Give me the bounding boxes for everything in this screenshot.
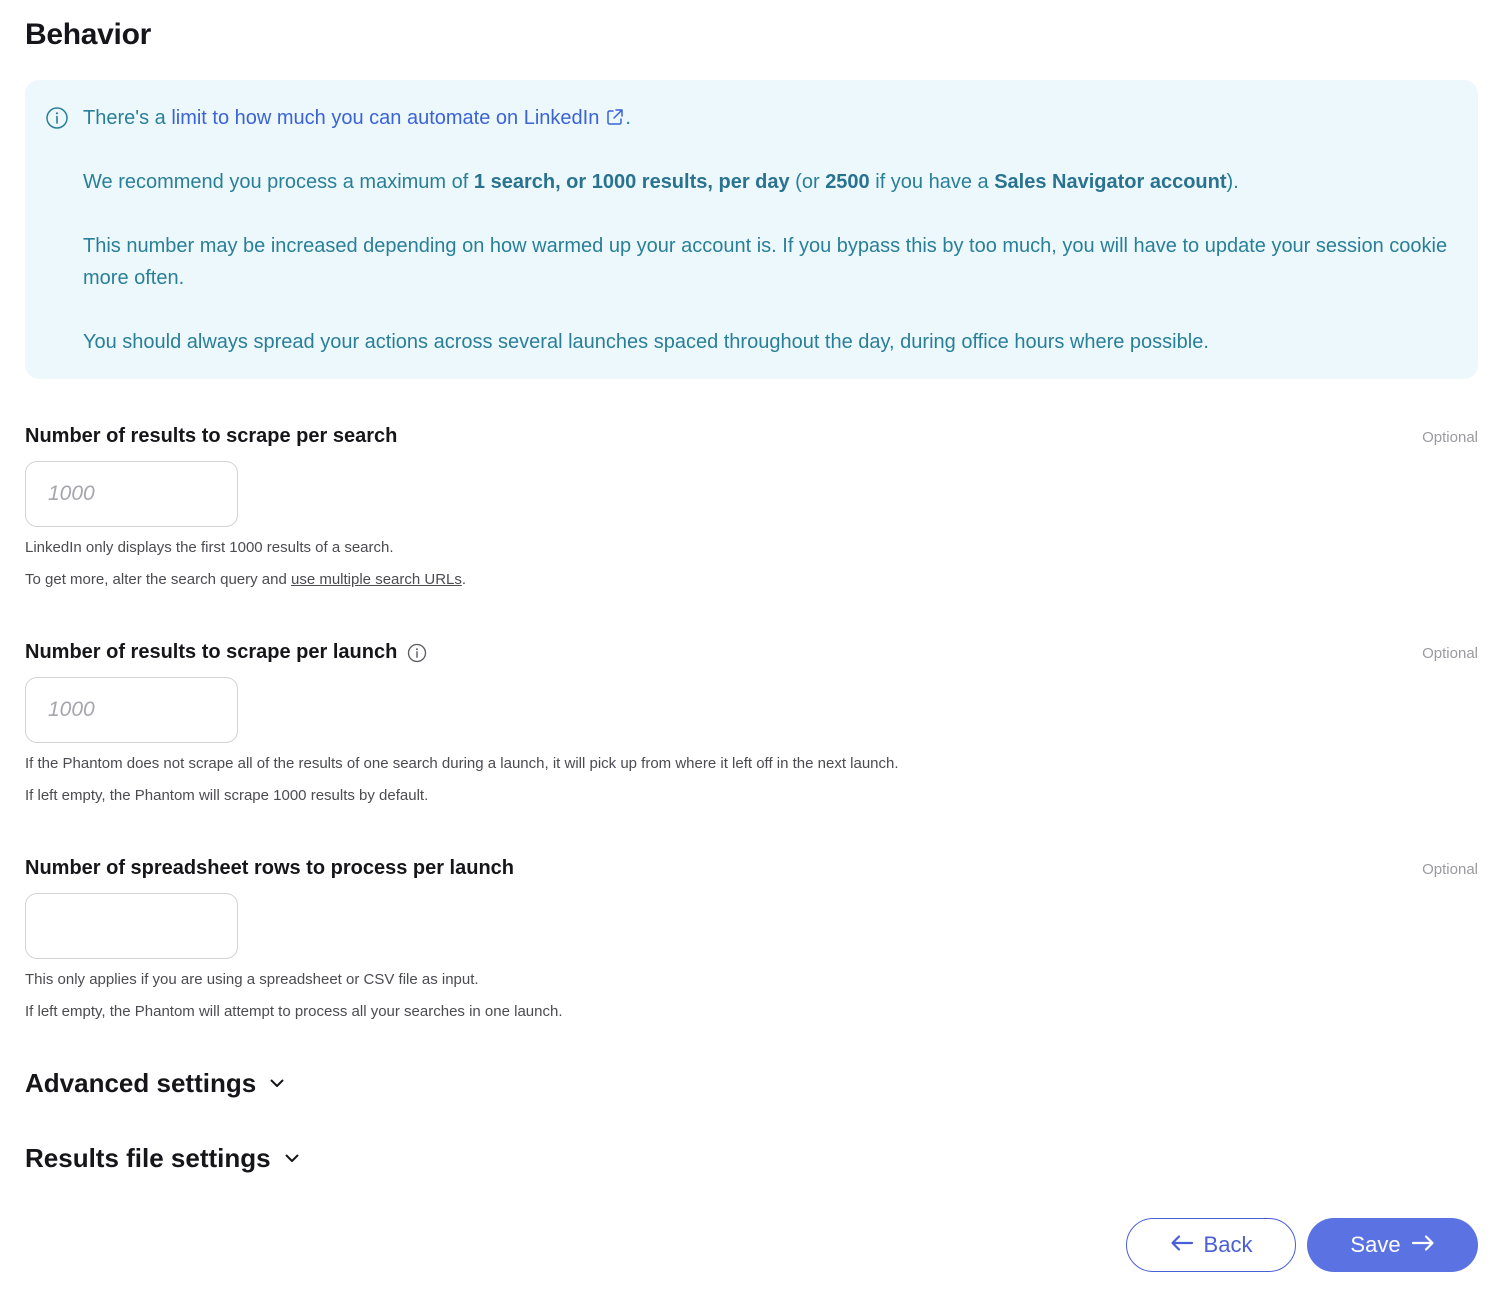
info-circle-icon[interactable] bbox=[407, 643, 427, 663]
info-recommend-sn-count: 2500 bbox=[825, 171, 870, 193]
field-label bbox=[25, 857, 514, 880]
optional-tag: Optional bbox=[1422, 645, 1478, 662]
results-file-settings-label: Results file settings bbox=[25, 1143, 271, 1173]
chevron-down-icon bbox=[268, 1068, 286, 1099]
linkedin-limit-info-box bbox=[25, 80, 1478, 379]
optional-tag: Optional bbox=[1422, 429, 1478, 446]
help-text: If the Phantom does not scrape all of the results of one search during a launch, it will pick up from where it left off in the next launch. bbox=[25, 755, 899, 772]
results-file-settings-toggle[interactable] bbox=[25, 1143, 301, 1174]
rows-per-launch-input[interactable] bbox=[25, 893, 238, 959]
info-line-warmup: This number may be increased depending on how warmed up your account is. If you bypass this by too much, you will have to update your session cookie more often. bbox=[83, 235, 1448, 289]
info-recommend-max: 1 search, or 1000 results, per day bbox=[473, 171, 790, 193]
advanced-settings-label: Advanced settings bbox=[25, 1068, 257, 1098]
advanced-settings-toggle[interactable] bbox=[25, 1068, 286, 1099]
info-line-limit bbox=[83, 102, 1458, 134]
back-button-label: Back bbox=[1203, 1232, 1253, 1257]
info-recommend-sn-account: Sales Navigator account bbox=[994, 171, 1227, 193]
back-button[interactable] bbox=[1126, 1218, 1296, 1272]
help-text-suffix: . bbox=[461, 571, 467, 588]
help-text-more: If left empty, the Phantom will scrape 1000 results by default. bbox=[25, 787, 429, 804]
page-title: Behavior bbox=[25, 18, 151, 51]
optional-tag: Optional bbox=[1422, 861, 1478, 878]
info-circle-icon bbox=[45, 106, 69, 130]
help-text-more bbox=[25, 571, 466, 588]
help-text: This only applies if you are using a spreadsheet or CSV file as input. bbox=[25, 971, 479, 988]
info-line-limit-suffix: . bbox=[625, 107, 631, 129]
info-recommend-g: ). bbox=[1226, 171, 1239, 193]
save-button[interactable] bbox=[1307, 1218, 1478, 1272]
external-link-icon bbox=[605, 105, 625, 125]
results-per-search-input[interactable] bbox=[25, 461, 238, 527]
field-label-text: Number of results to scrape per search bbox=[25, 425, 398, 447]
info-line-recommend bbox=[83, 166, 1458, 198]
field-label-text: Number of results to scrape per launch bbox=[25, 641, 398, 663]
linkedin-limits-link[interactable] bbox=[171, 107, 625, 129]
info-line-spread: You should always spread your actions across several launches spaced throughout the day, during office hours where possible. bbox=[83, 331, 1209, 353]
arrow-left-icon bbox=[1170, 1232, 1194, 1258]
multiple-search-urls-link[interactable]: use multiple search URLs bbox=[290, 571, 462, 588]
help-text-more: If left empty, the Phantom will attempt to process all your searches in one launch. bbox=[25, 1003, 563, 1020]
field-label bbox=[25, 641, 427, 664]
field-label bbox=[25, 425, 397, 448]
arrow-right-icon bbox=[1411, 1232, 1435, 1258]
help-text-prefix: To get more, alter the search query and bbox=[25, 571, 291, 588]
info-recommend-e: if you have a bbox=[869, 171, 995, 193]
info-recommend-c: (or bbox=[789, 171, 826, 193]
field-label-text: Number of spreadsheet rows to process per launch bbox=[25, 857, 515, 879]
chevron-down-icon bbox=[283, 1143, 301, 1174]
linkedin-limits-link-text: limit to how much you can automate on LinkedIn bbox=[171, 107, 600, 129]
results-per-launch-input[interactable] bbox=[25, 677, 238, 743]
help-text: LinkedIn only displays the first 1000 results of a search. bbox=[25, 539, 394, 556]
save-button-label: Save bbox=[1350, 1232, 1401, 1257]
info-line-limit-prefix: There's a bbox=[83, 107, 172, 129]
info-recommend-a: We recommend you process a maximum of bbox=[83, 171, 474, 193]
